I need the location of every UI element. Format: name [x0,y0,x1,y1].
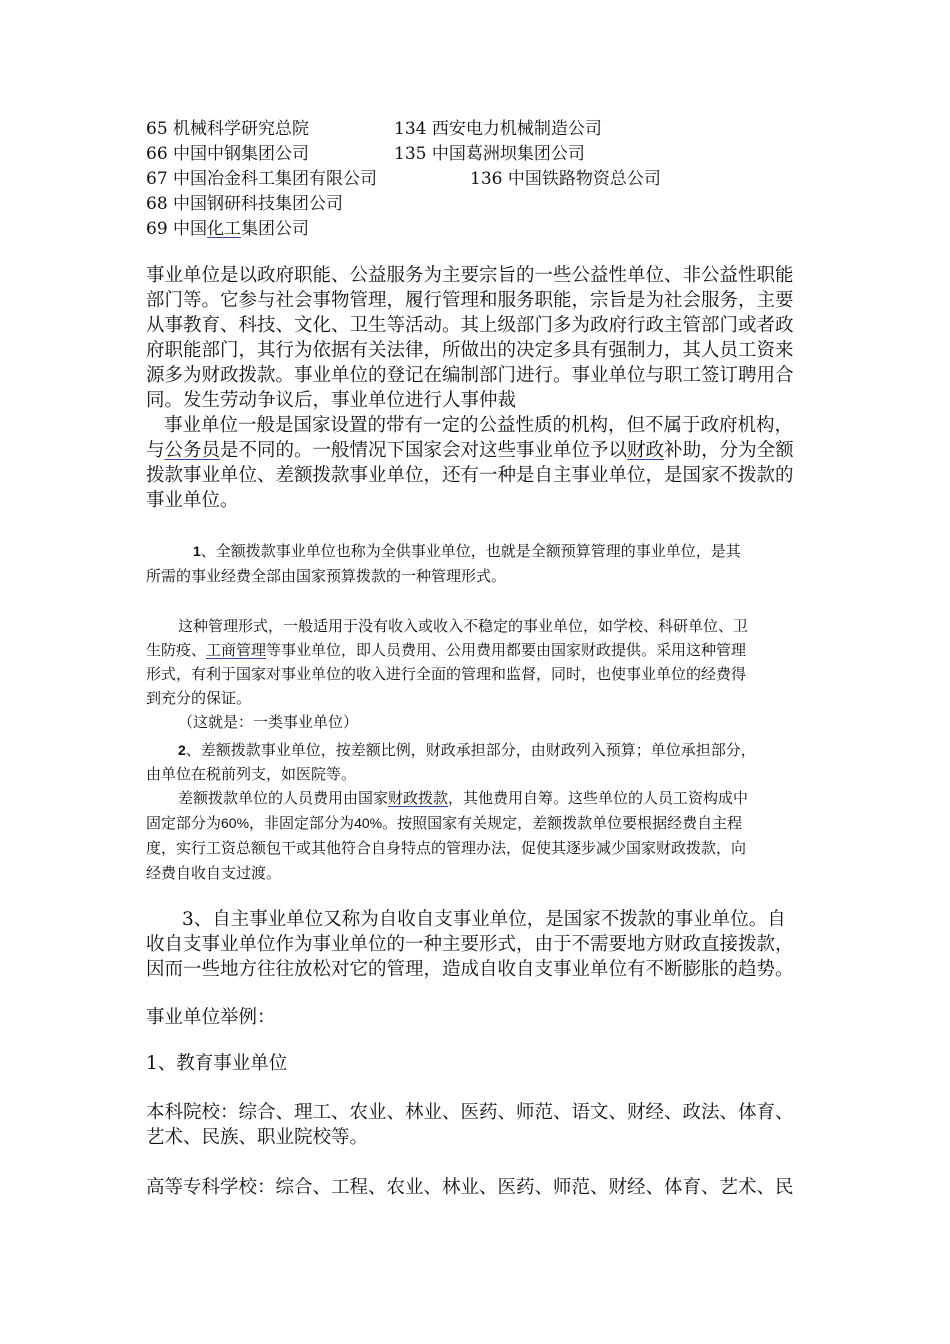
company-row-right [470,167,661,191]
hyperlink-finance[interactable]: 财政 [627,440,665,461]
company-name: 中国钢研科技集团公司 [173,194,344,214]
hyperlink-civil-servant[interactable]: 公务员 [164,440,221,461]
text-segment: 、差额拨款事业单位，按差额比例，财政承担部分，由财政列入预算；单位承担部分， [185,741,756,759]
detail-line: 形式，有利于国家对事业单位的收入进行全面的管理和监督，同时，也使事业单位的经费得 [146,665,747,683]
section-1-line [193,540,741,562]
text-segment: 补助，分为全额 [664,440,794,461]
company-number: 68 [146,194,168,214]
percent-nonfixed: 40% [354,815,383,831]
detail-line [146,639,746,661]
section-number: 2 [178,742,186,758]
education-heading: 1、教育事业单位 [146,1053,288,1074]
company-name: 中国中钢集团公司 [173,144,310,164]
section-1-line: 所需的事业经费全部由国家预算拨款的一种管理形式。 [146,567,507,585]
company-number: 66 [146,144,168,164]
hyperlink-chemical[interactable]: 化工 [207,219,242,239]
company-row-right [394,117,602,141]
company-row [146,192,343,216]
company-number: 65 [146,119,168,139]
company-name: 机械科学研究总院 [173,119,310,139]
detail-line: 这种管理形式，一般适用于没有收入或收入不稳定的事业单位，如学校、科研单位、卫 [178,617,749,635]
company-row-right [394,142,585,166]
section-2-line: 由单位在税前列支，如医院等。 [146,765,357,783]
text-segment: 差额拨款单位的人员费用由国家 [178,789,389,807]
text-segment: ，其他费用自筹。这些单位的人员工资构成中 [448,789,749,807]
examples-heading: 事业单位举例： [146,1007,276,1028]
company-number: 134 [394,119,427,139]
company-row [146,142,309,166]
text-segment: 与 [146,440,165,461]
company-name: 中国冶金科工集团有限公司 [173,169,378,189]
company-name: 中国 [173,219,208,239]
company-name: 中国葛洲坝集团公司 [431,144,585,164]
company-number: 136 [470,169,503,189]
detail-line: 经费自收自支过渡。 [146,864,282,882]
detail-line [178,787,748,809]
detail-line: 度，实行工资总额包干或其他符合自身特点的管理办法，促使其逐步减少国家财政拨款，向 [146,839,747,857]
section-3-line: 收自支事业单位作为事业单位的一种主要形式，由于不需要地方财政直接拨款， [146,934,794,955]
section-3-line: 3、自主事业单位又称为自收自支事业单位，是国家不拨款的事业单位。自 [182,909,786,930]
paragraph-line: 事业单位。 [146,490,239,511]
text-segment: 固定部分为 [146,814,222,832]
section-3-line: 因而一些地方往往放松对它的管理，造成自收自支事业单位有不断膨胀的趋势。 [146,959,794,980]
intro-line: 源多为财政拨款。事业单位的登记在编制部门进行。事业单位与职工签订聘用合 [146,365,794,386]
intro-line: 同。发生劳动争议后，事业单位进行人事仲裁 [146,390,517,411]
hyperlink-business-admin[interactable]: 工商管理 [206,641,267,659]
intro-line: 事业单位是以政府职能、公益服务为主要宗旨的一些公益性单位、非公益性职能 [146,265,794,286]
company-row [146,167,377,191]
section-number: 1 [193,543,201,559]
company-row [146,217,309,241]
undergrad-line: 艺术、民族、职业院校等。 [146,1127,369,1148]
text-segment: 、全额拨款事业单位也称为全供事业单位，也就是全额预算管理的事业单位，是其 [200,542,741,560]
company-name: 中国铁路物资总公司 [507,169,661,189]
text-segment: ，非固定部分为 [249,814,355,832]
text-segment: 。按照国家有关规定，差额拨款单位要根据经费自主程 [382,814,743,832]
paragraph-line [146,439,794,463]
text-segment: 是不同的。一般情况下国家会对这些事业单位予以 [220,440,628,461]
paragraph-line: 拨款事业单位、差额拨款事业单位，还有一种是自主事业单位，是国家不拨款的 [146,465,794,486]
intro-line: 从事教育、科技、文化、卫生等活动。其上级部门多为政府行政主管部门或者政 [146,315,794,336]
intro-line: 府职能部门，其行为依据有关法律，所做出的决定多具有强制力，其人员工资来 [146,340,794,361]
section-2-line [178,739,756,761]
company-name-tail: 集团公司 [241,219,310,239]
text-segment: 等事业单位，即人员费用、公用费用都要由国家财政提供。采用这种管理 [266,641,747,659]
text-segment: 生防疫、 [146,641,207,659]
college-line: 高等专科学校：综合、工程、农业、林业、医药、师范、财经、体育、艺术、民 [146,1177,794,1198]
company-number: 67 [146,169,168,189]
hyperlink-fiscal-allocation[interactable]: 财政拨款 [388,789,449,807]
detail-line: 到充分的保证。 [146,689,252,707]
company-number: 135 [394,144,427,164]
percent-fixed: 60% [221,815,250,831]
company-number: 69 [146,219,168,239]
category-note: （这就是：一类事业单位） [178,713,359,731]
paragraph-line: 事业单位一般是国家设置的带有一定的公益性质的机构，但不属于政府机构， [164,415,794,436]
company-name: 西安电力机械制造公司 [431,119,602,139]
detail-line [146,812,742,834]
intro-line: 部门等。它参与社会事物管理，履行管理和服务职能，宗旨是为社会服务，主要 [146,290,794,311]
company-row [146,117,309,141]
undergrad-line: 本科院校：综合、理工、农业、林业、医药、师范、语文、财经、政法、体育、 [146,1102,794,1123]
